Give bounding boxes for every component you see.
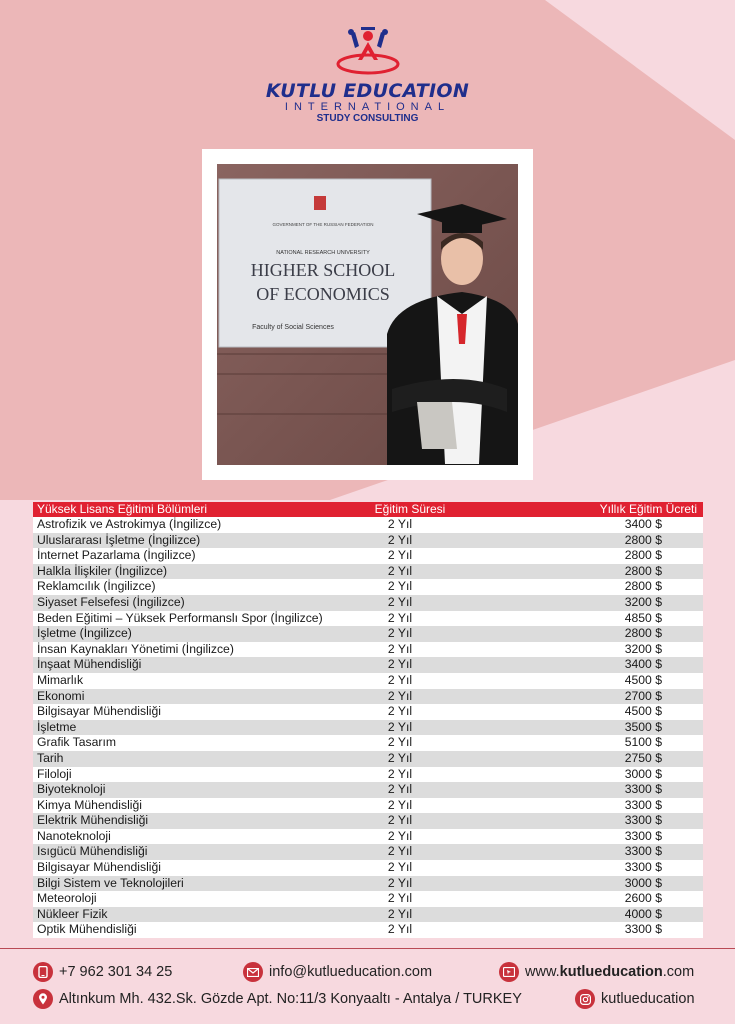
program-name: Nanoteknoloji	[37, 828, 111, 843]
program-fee: 2800 $	[624, 579, 662, 594]
table-row	[33, 517, 703, 533]
program-duration: 2 Yıl	[387, 766, 413, 781]
table-row	[33, 907, 703, 923]
program-name: Biyoteknoloji	[37, 782, 106, 797]
program-duration: 2 Yıl	[387, 891, 413, 906]
photo-frame	[202, 149, 533, 480]
program-duration: 2 Yıl	[387, 797, 413, 812]
table-row	[33, 860, 703, 876]
table-row	[33, 767, 703, 783]
website-text[interactable]	[525, 964, 694, 980]
location-icon	[33, 989, 53, 1009]
program-duration: 2 Yıl	[387, 782, 413, 797]
program-name: Bilgi Sistem ve Teknolojileri	[37, 875, 184, 890]
program-name: Isıgücü Mühendisliği	[37, 844, 148, 859]
table-row	[33, 533, 703, 549]
program-table	[33, 502, 703, 938]
footer-divider	[0, 948, 735, 949]
program-duration: 2 Yıl	[387, 875, 413, 890]
program-name: İşletme (İngilizce)	[37, 626, 132, 641]
program-fee: 4000 $	[624, 906, 662, 921]
website-bold: kutlueducation	[559, 964, 663, 980]
program-duration: 2 Yıl	[387, 610, 413, 625]
table-row	[33, 642, 703, 658]
plaque-faculty: Faculty of Social Sciences	[252, 324, 334, 331]
plaque-top: GOVERNMENT OF THE RUSSIAN FEDERATION	[272, 222, 374, 227]
table-row	[33, 735, 703, 751]
phone-text: +7 962 301 34 25	[59, 964, 173, 980]
program-name: Kimya Mühendisliği	[37, 797, 142, 812]
program-fee: 3300 $	[624, 922, 662, 937]
instagram-text[interactable]: kutlueducation	[601, 991, 695, 1007]
program-name: Siyaset Felsefesi (İngilizce)	[37, 594, 185, 609]
program-duration: 2 Yıl	[387, 672, 413, 687]
plaque-university: NATIONAL RESEARCH UNIVERSITY	[276, 250, 370, 256]
program-fee: 3300 $	[624, 844, 662, 859]
program-name: Optik Mühendisliği	[37, 922, 137, 937]
website-prefix: www.	[525, 964, 560, 980]
brand-subtitle: INTERNATIONAL	[284, 101, 451, 113]
graduate-photo	[217, 164, 518, 465]
program-fee: 2700 $	[624, 688, 662, 703]
program-name: Bilgisayar Mühendisliği	[37, 860, 161, 875]
plaque-line1: HIGHER SCHOOL	[250, 260, 396, 280]
program-fee: 3400 $	[624, 657, 662, 672]
table-row	[33, 579, 703, 595]
program-duration: 2 Yıl	[387, 735, 413, 750]
program-name: Reklamcılık (İngilizce)	[37, 579, 156, 594]
program-fee: 2800 $	[624, 626, 662, 641]
program-fee: 3000 $	[624, 875, 662, 890]
table-row	[33, 704, 703, 720]
website-icon	[499, 962, 519, 982]
program-name: Elektrik Mühendisliği	[37, 813, 149, 828]
program-duration: 2 Yıl	[387, 750, 413, 765]
program-name: İnsan Kaynakları Yönetimi (İngilizce)	[37, 641, 234, 656]
program-duration: 2 Yıl	[387, 719, 413, 734]
program-fee: 3300 $	[624, 860, 662, 875]
program-fee: 3400 $	[624, 517, 662, 531]
brand-title: KUTLU EDUCATION	[265, 80, 470, 102]
program-duration: 2 Yıl	[387, 579, 413, 594]
program-duration: 2 Yıl	[387, 594, 413, 609]
instagram-icon	[575, 989, 595, 1009]
program-fee: 5100 $	[624, 735, 662, 750]
table-row	[33, 689, 703, 705]
program-name: Tarih	[37, 750, 64, 765]
program-fee: 2750 $	[624, 750, 662, 765]
table-row	[33, 564, 703, 580]
graduate-logo-icon	[333, 20, 403, 82]
program-name: Astrofizik ve Astrokimya (İngilizce)	[37, 517, 222, 531]
footer-address	[33, 989, 522, 1009]
program-name: Filoloji	[37, 766, 72, 781]
program-duration: 2 Yıl	[387, 548, 413, 563]
program-name: Ekonomi	[37, 688, 85, 703]
footer-website[interactable]	[499, 962, 694, 982]
program-fee: 4850 $	[624, 610, 662, 625]
program-fee: 3200 $	[624, 641, 662, 656]
brand-tagline: STUDY CONSULTING	[316, 113, 419, 124]
table-row	[33, 720, 703, 736]
program-duration: 2 Yıl	[387, 906, 413, 921]
program-duration: 2 Yıl	[387, 828, 413, 843]
program-fee: 3300 $	[624, 813, 662, 828]
footer-instagram[interactable]	[575, 989, 695, 1009]
table-row	[33, 657, 703, 673]
program-name: Halkla İlişkiler (İngilizce)	[37, 563, 168, 578]
table-header	[33, 502, 703, 517]
program-name: Meteoroloji	[37, 891, 97, 906]
program-name: Beden Eğitimi – Yüksek Performanslı Spor (İngilizce)	[37, 610, 323, 625]
program-fee: 3300 $	[624, 797, 662, 812]
plaque-line2: OF ECONOMICS	[256, 284, 390, 304]
brand-logo	[0, 20, 735, 124]
table-row	[33, 548, 703, 564]
program-duration: 2 Yıl	[387, 641, 413, 656]
program-name: Bilgisayar Mühendisliği	[37, 704, 161, 719]
program-fee: 4500 $	[624, 672, 662, 687]
program-fee: 2800 $	[624, 563, 662, 578]
program-fee: 4500 $	[624, 704, 662, 719]
footer-email[interactable]	[243, 962, 432, 982]
table-row	[33, 798, 703, 814]
program-name: Uluslararası İşletme (İngilizce)	[37, 532, 201, 547]
photo-illustration	[217, 164, 518, 465]
program-fee: 3200 $	[624, 594, 662, 609]
table-row	[33, 782, 703, 798]
table-row	[33, 876, 703, 892]
phone-icon	[33, 962, 53, 982]
table-row	[33, 611, 703, 627]
program-fee: 2600 $	[624, 891, 662, 906]
email-icon	[243, 962, 263, 982]
table-body	[33, 517, 703, 938]
website-suffix: .com	[662, 964, 695, 980]
table-row	[33, 813, 703, 829]
program-fee: 2800 $	[624, 548, 662, 563]
program-duration: 2 Yıl	[387, 860, 413, 875]
email-text[interactable]: info@kutlueducation.com	[269, 964, 433, 980]
program-duration: 2 Yıl	[387, 844, 413, 859]
program-duration: 2 Yıl	[387, 517, 413, 531]
address-text: Altınkum Mh. 432.Sk. Gözde Apt. No:11/3 Konyaaltı - Antalya / TURKEY	[59, 991, 522, 1007]
header-fee: Yıllık Eğitim Ücreti	[599, 502, 697, 516]
program-duration: 2 Yıl	[387, 704, 413, 719]
table-row	[33, 626, 703, 642]
table-row	[33, 922, 703, 938]
program-fee: 3300 $	[624, 782, 662, 797]
program-duration: 2 Yıl	[387, 657, 413, 672]
program-name: İnternet Pazarlama (İngilizce)	[37, 548, 196, 563]
program-duration: 2 Yıl	[387, 813, 413, 828]
program-duration: 2 Yıl	[387, 688, 413, 703]
program-name: İşletme	[37, 719, 77, 734]
footer-phone	[33, 962, 172, 982]
program-fee: 3300 $	[624, 828, 662, 843]
program-duration: 2 Yıl	[387, 532, 413, 547]
program-fee: 2800 $	[624, 532, 662, 547]
table-row	[33, 844, 703, 860]
table-row	[33, 595, 703, 611]
program-duration: 2 Yıl	[387, 563, 413, 578]
table-row	[33, 829, 703, 845]
program-name: Mimarlık	[37, 672, 84, 687]
header-program: Yüksek Lisans Eğitimi Bölümleri	[37, 502, 208, 516]
program-fee: 3500 $	[624, 719, 662, 734]
program-name: İnşaat Mühendisliği	[37, 657, 142, 672]
table-row	[33, 673, 703, 689]
program-duration: 2 Yıl	[387, 922, 413, 937]
program-name: Nükleer Fizik	[37, 906, 108, 921]
program-fee: 3000 $	[624, 766, 662, 781]
header-duration: Eğitim Süresi	[374, 502, 446, 516]
table-row	[33, 751, 703, 767]
table-row	[33, 891, 703, 907]
program-duration: 2 Yıl	[387, 626, 413, 641]
program-name: Grafik Tasarım	[37, 735, 117, 750]
